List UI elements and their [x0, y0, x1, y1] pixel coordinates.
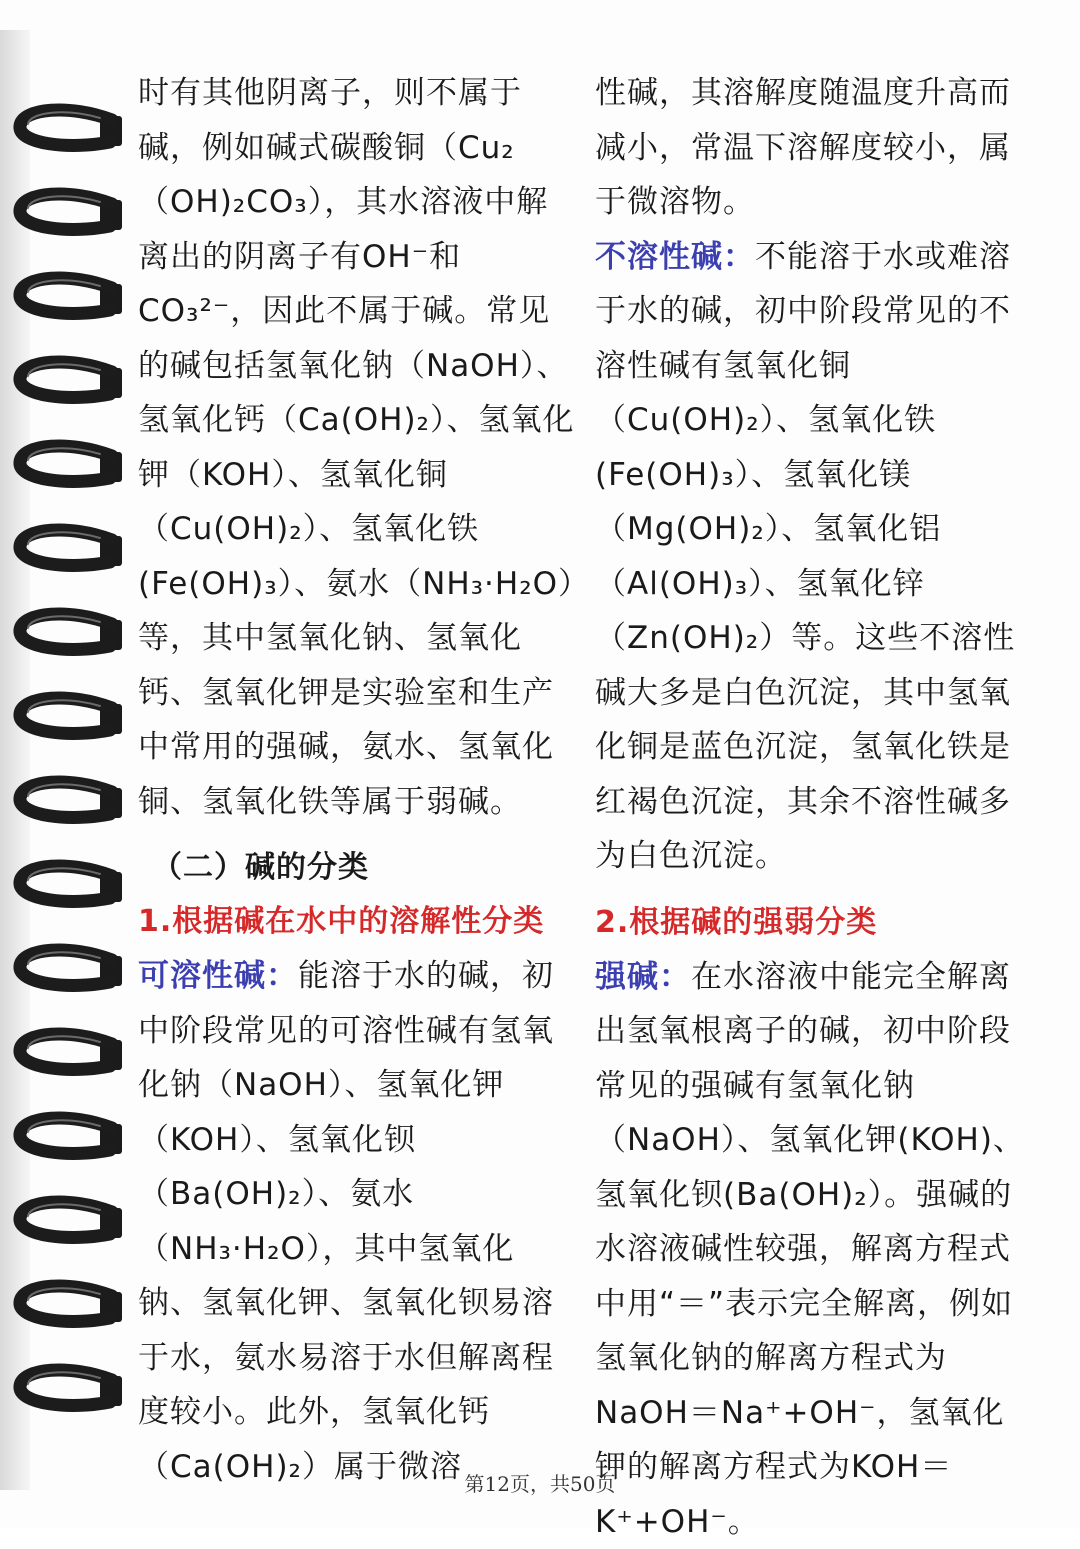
binding-ring — [20, 110, 122, 146]
strong-base-label: 强碱： — [595, 959, 691, 995]
binding-ring — [20, 866, 122, 902]
binding-ring — [20, 698, 122, 734]
strong-base-paragraph — [595, 950, 1035, 1549]
binding-ring — [20, 1118, 122, 1154]
binding-ring — [20, 1034, 122, 1070]
binding-ring — [20, 782, 122, 818]
strength-heading: 2.根据碱的强弱分类 — [595, 896, 1035, 950]
right-column — [595, 66, 1035, 1549]
solubility-heading: 1.根据碱在水中的溶解性分类 — [138, 895, 578, 949]
binding-ring — [20, 446, 122, 482]
soluble-base-paragraph — [138, 949, 578, 1494]
binding-ring — [20, 530, 122, 566]
binding-ring — [20, 1202, 122, 1238]
left-column — [138, 66, 578, 1494]
soluble-base-label: 可溶性碱： — [138, 958, 298, 994]
insoluble-base-text: 不能溶于水或难溶于水的碱，初中阶段常见的不溶性碱有氢氧化铜（Cu(OH)₂）、氢氧化铁(Fe(OH)₃）、氢氧化镁（Mg(OH)₂）、氢氧化铝（Al(OH)₃）、氢氧化锌（Zn(OH)₂）等。这些不溶性碱大多是白色沉淀，其中氢氧化铜是蓝色沉淀，氢氧化铁是红褐色沉淀，其余不溶性碱多为白色沉淀。 — [595, 239, 1015, 875]
right-paragraph-intro: 性碱，其溶解度随温度升高而减小，常温下溶解度较小，属于微溶物。 — [595, 66, 1035, 230]
spiral-rings — [0, 40, 140, 1480]
binding-ring — [20, 1286, 122, 1322]
binding-ring — [20, 278, 122, 314]
strong-base-text: 在水溶液中能完全解离出氢氧根离子的碱，初中阶段常见的强碱有氢氧化钠（NaOH）、氢氧化钾(KOH)、氢氧化钡(Ba(OH)₂）。强碱的水溶液碱性较强，解离方程式中用“＝”表示完全解离，例如氢氧化钠的解离方程式为NaOH＝Na⁺+OH⁻，氢氧化钾的解离方程式为KOH＝K⁺+OH⁻。 — [595, 959, 1025, 1540]
insoluble-base-label: 不溶性碱： — [595, 239, 755, 275]
binding-ring — [20, 194, 122, 230]
binding-ring — [20, 614, 122, 650]
page-indicator: 第12页，共50页 — [0, 1468, 1080, 1497]
binding-ring — [20, 950, 122, 986]
binding-ring — [20, 362, 122, 398]
insoluble-base-paragraph — [595, 230, 1035, 884]
soluble-base-text: 能溶于水的碱，初中阶段常见的可溶性碱有氢氧化钠（NaOH）、氢氧化钾（KOH）、氢氧化钡（Ba(OH)₂）、氨水（NH₃·H₂O），其中氢氧化钠、氢氧化钾、氢氧化钡易溶于水，氨水易溶于水但解离程度较小。此外，氢氧化钙（Ca(OH)₂）属于微溶 — [138, 958, 554, 1485]
section-heading: （二）碱的分类 — [138, 841, 578, 895]
spiral-binding — [0, 40, 140, 1480]
binding-ring — [20, 1370, 122, 1406]
left-paragraph-intro: 时有其他阴离子，则不属于碱，例如碱式碳酸铜（Cu₂（OH)₂CO₃），其水溶液中解离出的阴离子有OH⁻和CO₃²⁻，因此不属于碱。常见的碱包括氢氧化钠（NaOH）、氢氧化钙（Ca(OH)₂）、氢氧化钾（KOH）、氢氧化铜（Cu(OH)₂）、氢氧化铁(Fe(OH)₃）、氨水（NH₃·H₂O）等，其中氢氧化钠、氢氧化钙、氢氧化钾是实验室和生产中常用的强碱，氨水、氢氧化铜、氢氧化铁等属于弱碱。 — [138, 66, 578, 829]
